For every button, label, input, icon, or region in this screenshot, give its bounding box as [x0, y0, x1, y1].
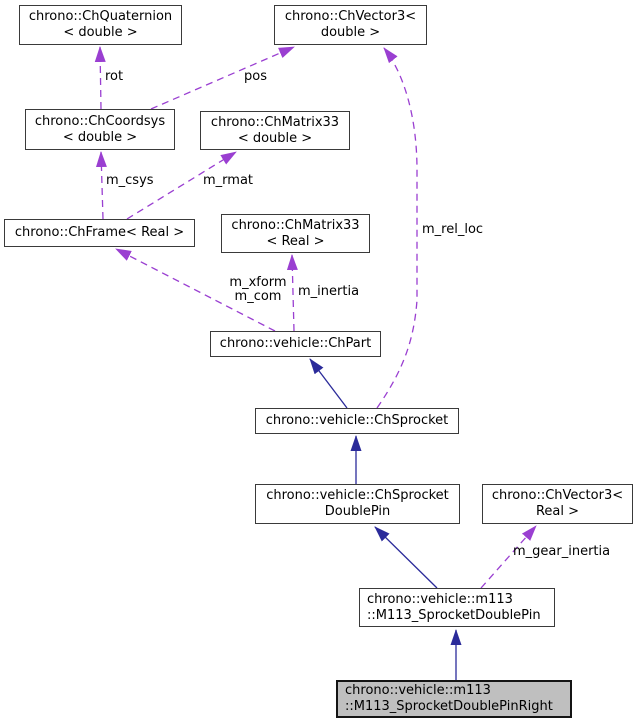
- edge-label-m-csys: m_csys: [106, 173, 154, 188]
- node-label: < double >: [237, 130, 313, 146]
- node-chcoordsys-double[interactable]: [25, 109, 175, 150]
- node-label: ::M113_SprocketDoublePinRight: [345, 699, 553, 714]
- node-label: chrono::vehicle::ChSprocket: [265, 413, 449, 428]
- node-chsprocket[interactable]: [255, 408, 459, 434]
- edge-m-csys: [101, 152, 103, 219]
- edge-label-m-xform-m-com: [226, 276, 290, 304]
- node-label: chrono::vehicle::m113: [345, 683, 491, 698]
- node-chpart[interactable]: [210, 331, 381, 357]
- edge-label-line: m_xform: [229, 275, 287, 290]
- node-chmatrix33-real[interactable]: [221, 214, 370, 253]
- edge-label-line: m_com: [234, 289, 282, 304]
- edge-pos: [151, 47, 294, 109]
- node-label: chrono::ChFrame< Real >: [14, 225, 185, 240]
- node-label: DoublePin: [324, 504, 391, 519]
- node-chvector3-double[interactable]: [274, 5, 427, 45]
- node-label: chrono::ChQuaternion: [28, 9, 173, 24]
- node-label: ::M113_SprocketDoublePin: [367, 607, 541, 623]
- node-chvector3-real[interactable]: [482, 484, 633, 524]
- edge-label-m-rmat: m_rmat: [203, 173, 254, 188]
- node-label: chrono::vehicle::ChSprocket: [266, 488, 449, 503]
- node-m113-sprocketdoublepin[interactable]: [359, 588, 555, 627]
- edge-label-m-gear-inertia: m_gear_inertia: [513, 544, 611, 559]
- node-label: chrono::vehicle::m113: [367, 591, 513, 607]
- node-chsprocketdoublepin[interactable]: [255, 484, 460, 524]
- node-label: < double >: [62, 129, 138, 145]
- edge-m-rel-loc: [377, 48, 417, 408]
- edge-inherit-m113sdp-doublepin: [375, 527, 437, 588]
- node-label: chrono::ChCoordsys: [34, 113, 166, 129]
- node-chquaternion-double[interactable]: [19, 5, 182, 45]
- edge-label-m-inertia: m_inertia: [298, 284, 360, 299]
- node-label: chrono::ChMatrix33: [210, 114, 340, 130]
- edge-label-m-rel-loc: m_rel_loc: [422, 222, 484, 237]
- edge-inherit-chsprocket-chpart: [310, 359, 347, 408]
- edge-label-pos: pos: [244, 69, 267, 84]
- edge-m-inertia: [292, 255, 294, 331]
- node-chframe-real[interactable]: [4, 219, 195, 247]
- edge-label-rot: rot: [105, 69, 124, 84]
- node-label: chrono::ChMatrix33: [231, 217, 360, 233]
- node-label: < Real >: [266, 233, 325, 249]
- node-label: chrono::vehicle::ChPart: [219, 336, 372, 351]
- node-label: double >: [320, 25, 381, 40]
- node-m113-sprocketdoublepinright: [336, 680, 572, 718]
- node-label: chrono::ChVector3<: [284, 9, 417, 24]
- node-label: < double >: [63, 25, 138, 40]
- node-chmatrix33-double[interactable]: [200, 111, 350, 150]
- node-label: Real >: [535, 504, 580, 519]
- node-label: chrono::ChVector3<: [491, 488, 624, 503]
- edge-rot: [100, 47, 101, 109]
